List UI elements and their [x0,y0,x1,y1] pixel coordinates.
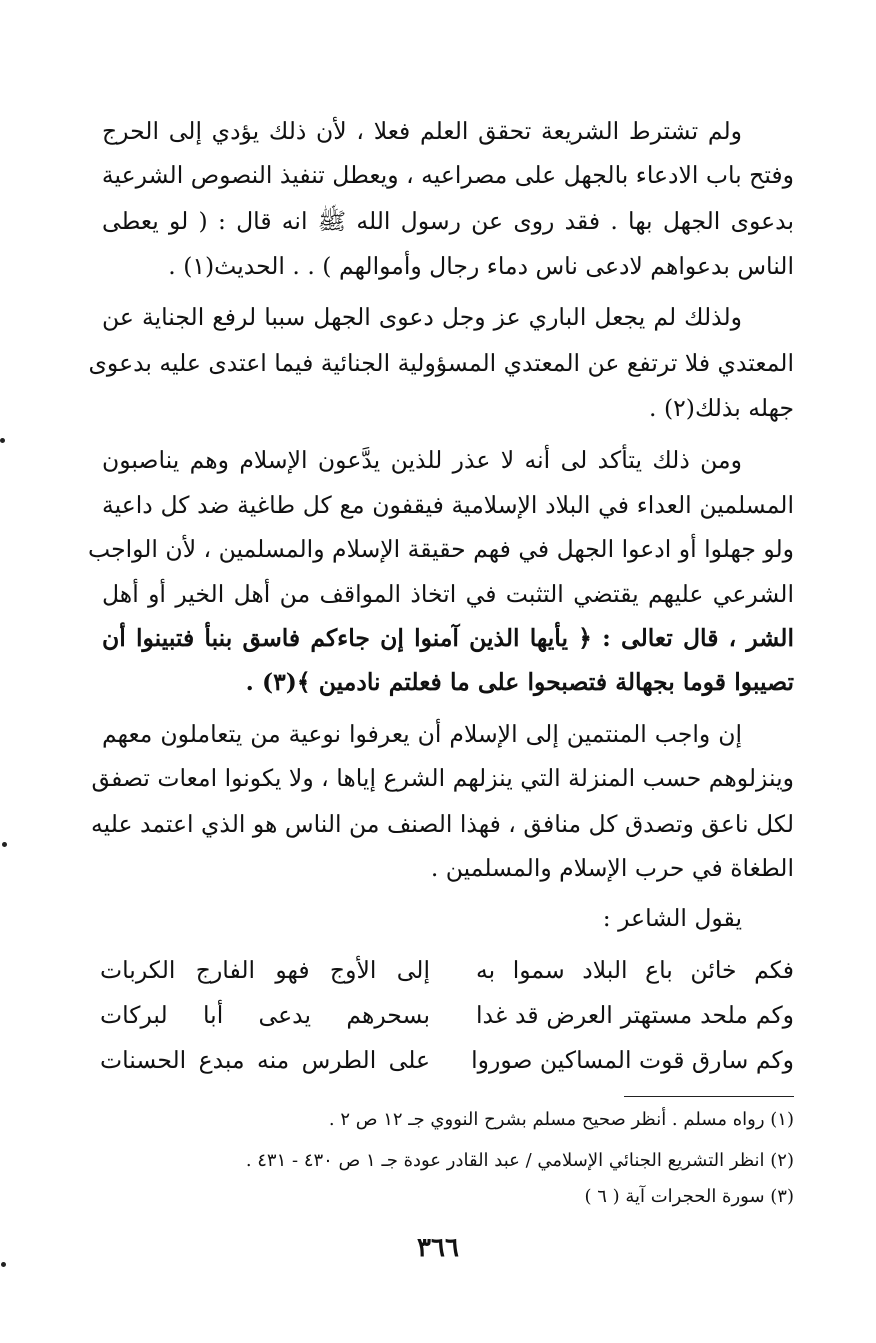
footnote-divider [624,1096,794,1097]
scan-speck [2,842,7,847]
text-line: الطغاة في حرب الإسلام والمسلمين . [430,854,794,882]
text-line: إن واجب المنتمين إلى الإسلام أن يعرفوا نوعية من يتعاملون معهم [102,720,742,748]
poet-intro: يقول الشاعر : [602,904,742,932]
text-line: الشرعي عليهم يقتضي التثبت في اتخاذ المواقف من أهل الخير أو أهل [102,580,794,608]
text-line: جهله بذلك(٢) . [649,394,794,422]
poem-hemistich-second: بسحرهم يدعى أبا لبركات [100,1001,430,1029]
poem-hemistich-first: وكم سارق قوت المساكين صوروا [471,1046,794,1074]
footnote: (٣) سورة الحجرات آية ( ٦ ) [584,1186,794,1207]
text-line: ولم تشترط الشريعة تحقق العلم فعلا ، لأن ذلك يؤدي إلى الحرج [102,117,742,145]
text-line: المعتدي فلا ترتفع عن المعتدي المسؤولية الجنائية فيما اعتدى عليه بدعوى [88,349,794,377]
text-line: بدعوى الجهل بها . فقد روى عن رسول الله ﷺ انه قال : ( لو يعطى [102,207,794,235]
quran-verse-line: الشر ، قال تعالى : ﴿ يأيها الذين آمنوا إن جاءكم فاسق بنبأ فتبينوا أن [102,624,794,652]
scan-speck [0,438,5,443]
poem-hemistich-first: وكم ملحد مستهتر العرض قد غدا [476,1001,794,1029]
text-line: ومن ذلك يتأكد لى أنه لا عذر للذين يدَّعون الإسلام وهم يناصبون [102,446,742,474]
text-line: المسلمين العداء في البلاد الإسلامية فيقفون مع كل طاغية ضد كل داعية [102,491,794,519]
text-line: الناس بدعواهم لادعى ناس دماء رجال وأموالهم ) . . الحديث(١) . [168,252,794,280]
text-line: ولو جهلوا أو ادعوا الجهل في فهم حقيقة الإسلام والمسلمين ، لأن الواجب [88,535,794,563]
text-line: ولذلك لم يجعل الباري عز وجل دعوى الجهل سببا لرفع الجناية عن [102,303,742,331]
poem-hemistich-first: فكم خائن باع البلاد سموا به [476,956,794,984]
footnote: (٢) انظر التشريع الجنائي الإسلامي / عبد القادر عودة جـ ١ ص ٤٣٠ - ٤٣١ . [245,1150,794,1171]
footnote: (١) رواه مسلم . أنظر صحيح مسلم بشرح النووي جـ ١٢ ص ٢ . [328,1109,794,1130]
text-line: وينزلوهم حسب المنزلة التي ينزلهم الشرع إياها ، ولا يكونوا امعات تصفق [91,764,794,792]
poem-hemistich-second: إلى الأوج فهو الفارج الكربات [100,956,430,984]
scan-speck [1,1262,6,1267]
page-number: ٣٦٦ [417,1233,459,1263]
text-line: لكل ناعق وتصدق كل منافق ، فهذا الصنف من الناس هو الذي اعتمد عليه [91,810,794,838]
text-line: وفتح باب الادعاء بالجهل على مصراعيه ، ويعطل تنفيذ النصوص الشرعية [101,161,794,189]
quran-verse-line: تصيبوا قوما بجهالة فتصبحوا على ما فعلتم نادمين ﴾(٣) . [245,668,794,696]
poem-hemistich-second: على الطرس منه مبدع الحسنات [100,1046,430,1074]
